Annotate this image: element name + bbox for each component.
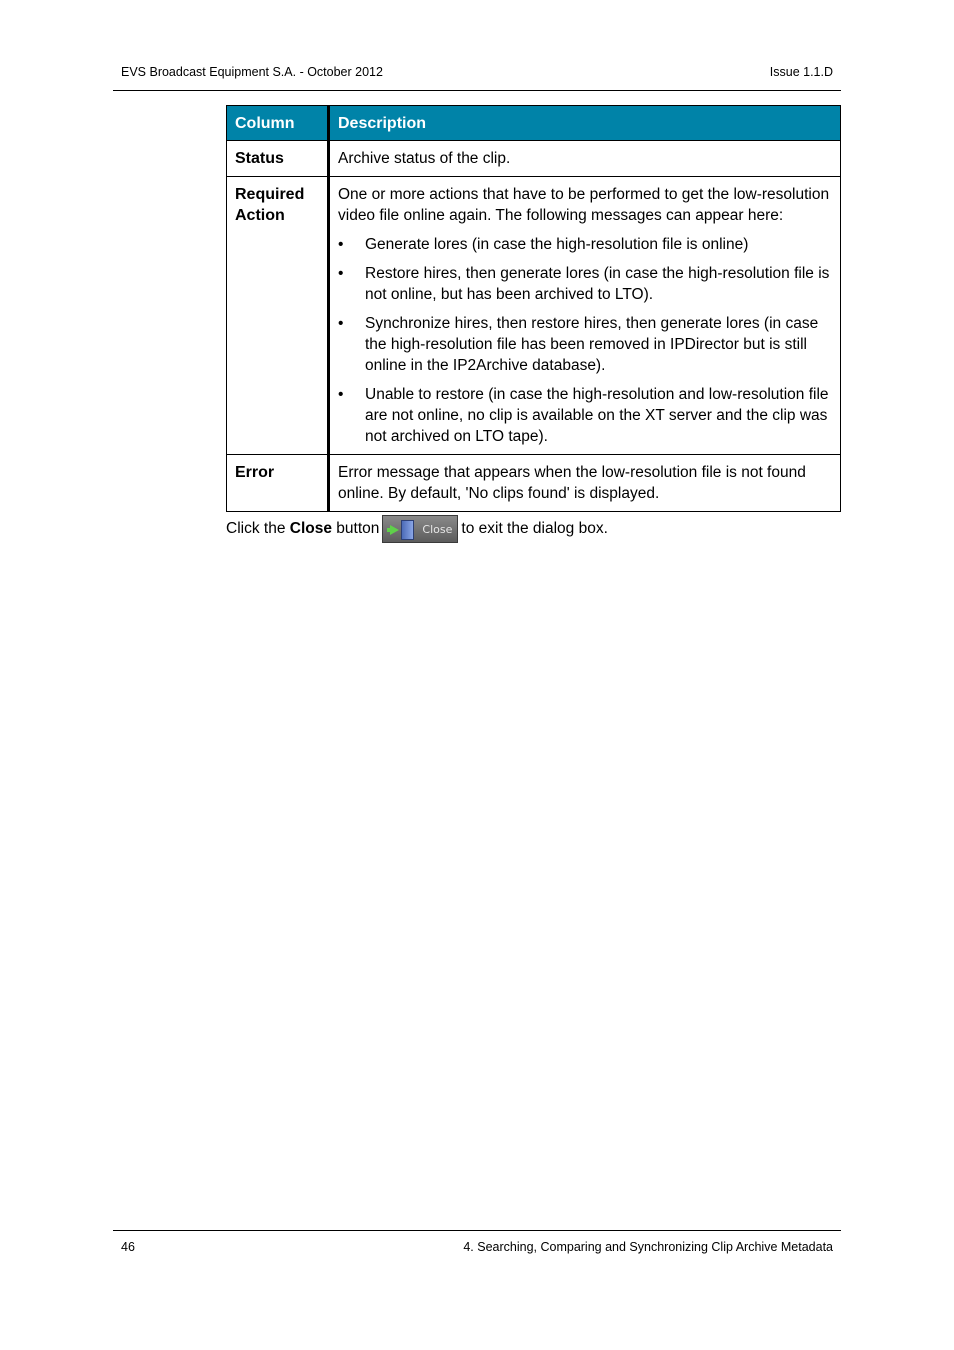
close-button[interactable] bbox=[382, 515, 458, 543]
header-left-text: EVS Broadcast Equipment S.A. - October 2012 bbox=[121, 65, 383, 79]
list-item: • Generate lores (in case the high-resolution file is online) bbox=[338, 234, 832, 255]
table-header-description: Description bbox=[329, 106, 841, 141]
close-instruction bbox=[226, 514, 608, 544]
footer-chapter-title: 4. Searching, Comparing and Synchronizing Clip Archive Metadata bbox=[463, 1240, 833, 1254]
row-name: Error bbox=[227, 455, 329, 512]
row-description: Archive status of the clip. bbox=[329, 141, 841, 177]
page-number: 46 bbox=[121, 1240, 135, 1254]
table-row bbox=[227, 141, 841, 177]
footer-rule bbox=[113, 1230, 841, 1231]
instruction-mid: button bbox=[336, 520, 380, 537]
required-action-list bbox=[338, 234, 832, 447]
header-issue-text: Issue 1.1.D bbox=[769, 65, 833, 79]
table-row bbox=[227, 455, 841, 512]
instruction-prefix: Click the bbox=[226, 520, 286, 537]
instruction-suffix: to exit the dialog box. bbox=[461, 520, 608, 537]
list-item: • Unable to restore (in case the high-resolution and low-resolution file are not online, no clip is available on the XT server and the clip was not archived on LTO tape). bbox=[338, 384, 832, 447]
row-name: Required Action bbox=[227, 177, 329, 455]
exit-door-icon bbox=[390, 519, 416, 539]
table-header-row bbox=[227, 106, 841, 141]
table-header-column: Column bbox=[227, 106, 329, 141]
row-name: Status bbox=[227, 141, 329, 177]
column-description-table bbox=[226, 105, 841, 512]
row-description-cell bbox=[329, 177, 841, 455]
list-item: • Synchronize hires, then restore hires, then generate lores (in case the high-resolution file has been removed in IPDirector but is still online in the IP2Archive database). bbox=[338, 313, 832, 376]
table-row bbox=[227, 177, 841, 455]
row-description: Error message that appears when the low-resolution file is not found online. By default, 'No clips found' is displayed. bbox=[329, 455, 841, 512]
list-item: • Restore hires, then generate lores (in case the high-resolution file is not online, but has been archived to LTO). bbox=[338, 263, 832, 305]
header-rule bbox=[113, 90, 841, 91]
close-button-label: Close bbox=[422, 522, 453, 536]
row-description: One or more actions that have to be performed to get the low-resolution video file online again. The following messages can appear here: bbox=[338, 186, 830, 224]
instruction-bold-close: Close bbox=[289, 520, 332, 537]
